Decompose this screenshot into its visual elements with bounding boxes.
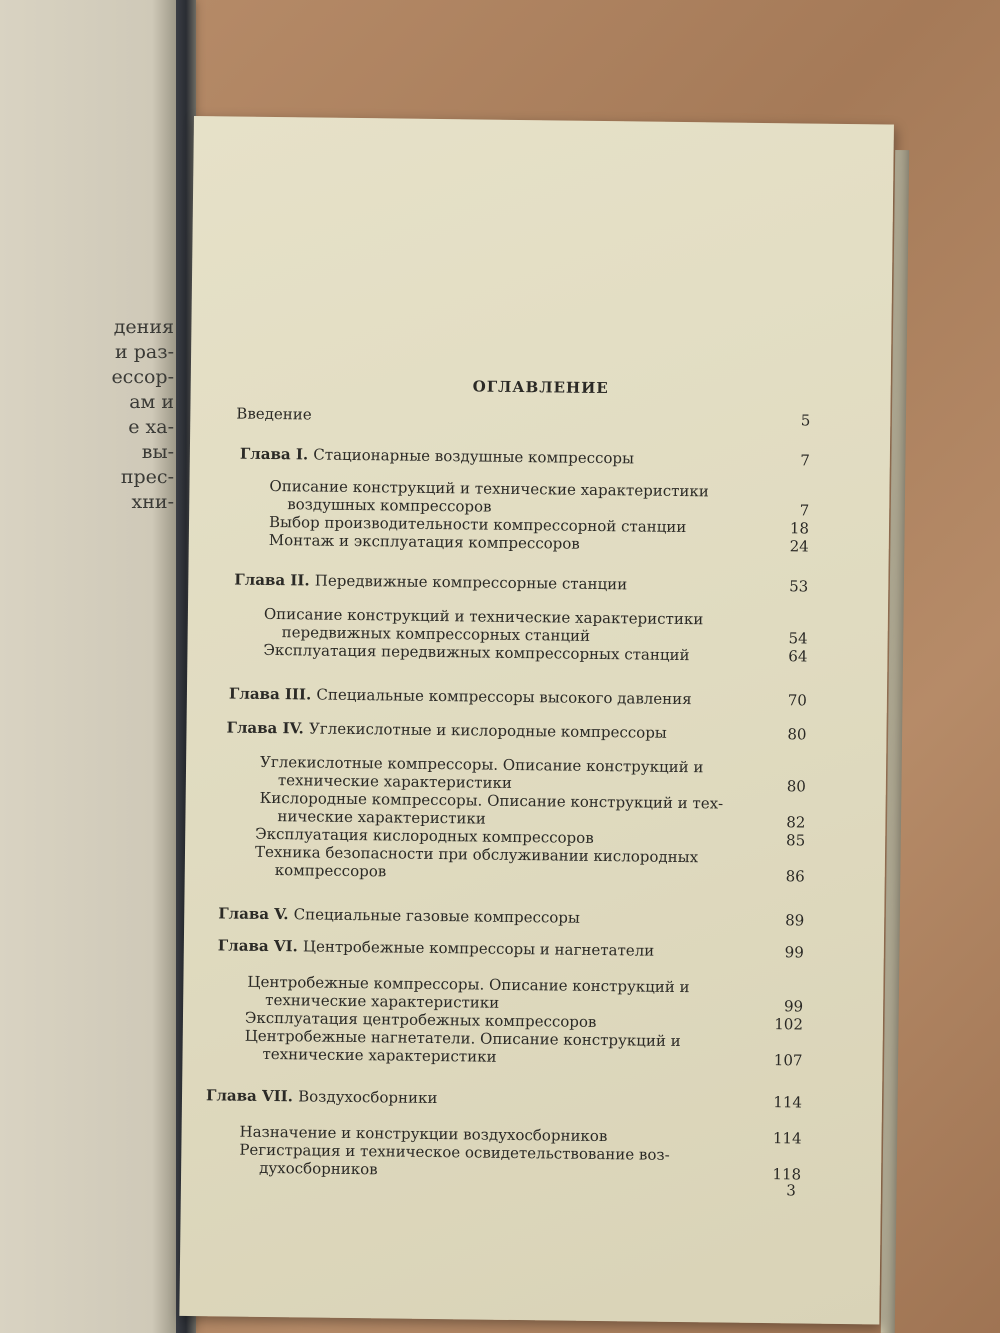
toc-entry-text: технические характеристики [262, 1044, 497, 1066]
toc-chapter-label: Глава VII. [205, 1086, 299, 1106]
toc-entry [229, 686, 692, 707]
toc-title: ОГЛАВЛЕНИЕ [472, 377, 609, 398]
toc-page-number: 99 [784, 943, 804, 962]
toc-entry [277, 809, 486, 827]
toc-entry-text: Введение [236, 404, 312, 424]
toc-entry [259, 1158, 378, 1179]
toc-page-number: 118 [772, 1165, 802, 1184]
toc-entry-text: Выбор производительности компрессорной станции [268, 512, 687, 537]
toc-chapter-label: Глава II. [234, 570, 315, 590]
toc-page-number: 102 [774, 1015, 804, 1034]
left-page-text-fragment: хни- [131, 491, 174, 513]
toc-entry [239, 444, 635, 468]
toc-entry [236, 404, 312, 424]
toc-entry-text: Центробежные нагнетатели. Описание конструкций и [244, 1026, 681, 1051]
toc-page-number: 85 [785, 831, 806, 850]
toc-entry-text: духосборников [259, 1158, 378, 1179]
left-page-text-fragment: и раз- [115, 341, 174, 363]
left-page-text-fragment: е ха- [128, 416, 174, 438]
toc-page-number: 7 [799, 501, 810, 520]
left-page [0, 0, 190, 1333]
toc-entry-text: Эксплуатация кислородных компрессоров [255, 824, 594, 847]
toc-chapter-label: Глава VI. [217, 936, 304, 956]
toc-page-number: 114 [773, 1093, 803, 1112]
toc-page-number: 70 [787, 691, 808, 710]
toc-entry-text: воздушных компрессоров [287, 495, 492, 516]
toc-entry-text: Передвижные компрессорные станции [314, 571, 628, 594]
table-of-contents-page [179, 116, 894, 1324]
toc-entry [234, 570, 628, 594]
left-page-text-fragment: дения [113, 316, 174, 338]
toc-entry-text: Кислородные компрессоры. Описание конструкций и тех- [259, 788, 724, 813]
toc-page-number: 99 [783, 997, 804, 1016]
toc-page-number: 86 [785, 867, 805, 886]
toc-entry [218, 938, 655, 958]
toc-page-number: 114 [772, 1129, 802, 1148]
toc-chapter-label: Глава III. [228, 684, 317, 704]
toc-entry [262, 1044, 497, 1066]
toc-entry-text: Эксплуатация центробежных компрессоров [244, 1008, 597, 1031]
toc-entry [218, 906, 580, 925]
toc-chapter-label: Глава IV. [226, 718, 310, 738]
toc-entry-text: нические характеристики [277, 807, 486, 828]
toc-entry-text: Эксплуатация передвижных компрессорных станций [263, 640, 690, 665]
toc-entry-text: передвижных компрессорных станций [281, 623, 591, 645]
toc-page-number: 80 [786, 777, 806, 796]
toc-entry-text: Специальные компрессоры высокого давления [316, 685, 692, 709]
toc-entry-text: Регистрация и техническое освидетельствование воз- [239, 1140, 670, 1164]
left-page-text-fragment: прес- [120, 466, 174, 488]
toc-entry [263, 640, 690, 665]
toc-entry [275, 863, 387, 879]
toc-page-number: 7 [800, 451, 810, 470]
left-page-text-fragment: ам и [129, 391, 174, 413]
toc-entry-text: компрессоров [274, 861, 387, 881]
toc-page-number: 89 [785, 911, 805, 930]
toc-entry [278, 773, 512, 791]
toc-page-number: 82 [786, 813, 806, 832]
toc-entry-text: Центробежные компрессоры и нагнетатели [302, 937, 655, 960]
toc-entry [287, 497, 491, 514]
toc-entry-text: Описание конструкций и технические характеристики [269, 476, 709, 501]
page-number: 3 [786, 1181, 797, 1200]
toc-page-number: 24 [789, 537, 809, 556]
toc-entry-text: Стационарные воздушные компрессоры [313, 445, 635, 468]
toc-entry [265, 990, 500, 1012]
toc-entry [226, 720, 666, 740]
toc-page-number: 54 [788, 629, 808, 648]
toc-page-number: 5 [800, 411, 811, 430]
toc-page-number: 18 [789, 519, 810, 538]
toc-entry [206, 1088, 438, 1106]
toc-entry-text: технические характеристики [265, 990, 500, 1012]
left-page-text-fragment: вы- [141, 441, 174, 463]
toc-entry [268, 530, 580, 553]
toc-entry-text: Углекислотные и кислородные компрессоры [308, 719, 667, 742]
toc-entry-text: Углекислотные компрессоры. Описание конструкций и [260, 752, 704, 777]
toc-chapter-label: Глава V. [218, 904, 294, 924]
toc-entry-text: Центробежные компрессоры. Описание конструкций и [247, 972, 690, 997]
toc-entry-text: Монтаж и эксплуатация компрессоров [268, 530, 580, 553]
toc-entry-text: Воздухосборники [298, 1087, 438, 1108]
toc-chapter-label: Глава I. [239, 444, 314, 464]
toc-page-number: 80 [787, 725, 807, 744]
toc-entry-text: Специальные газовые компрессоры [293, 905, 581, 927]
toc-page-number: 53 [789, 577, 809, 596]
toc-entry-text: технические характеристики [277, 771, 513, 792]
toc-page-number: 107 [773, 1051, 803, 1070]
toc-page-number: 64 [788, 647, 808, 666]
toc-entry-text: Назначение и конструкции воздухосборников [239, 1122, 608, 1146]
left-page-text-fragment: ессор- [111, 366, 174, 388]
toc-entry-text: Описание конструкций и технические характеристики [263, 604, 704, 629]
toc-entry-text: Техника безопасности при обслуживании кислородных [254, 842, 699, 867]
